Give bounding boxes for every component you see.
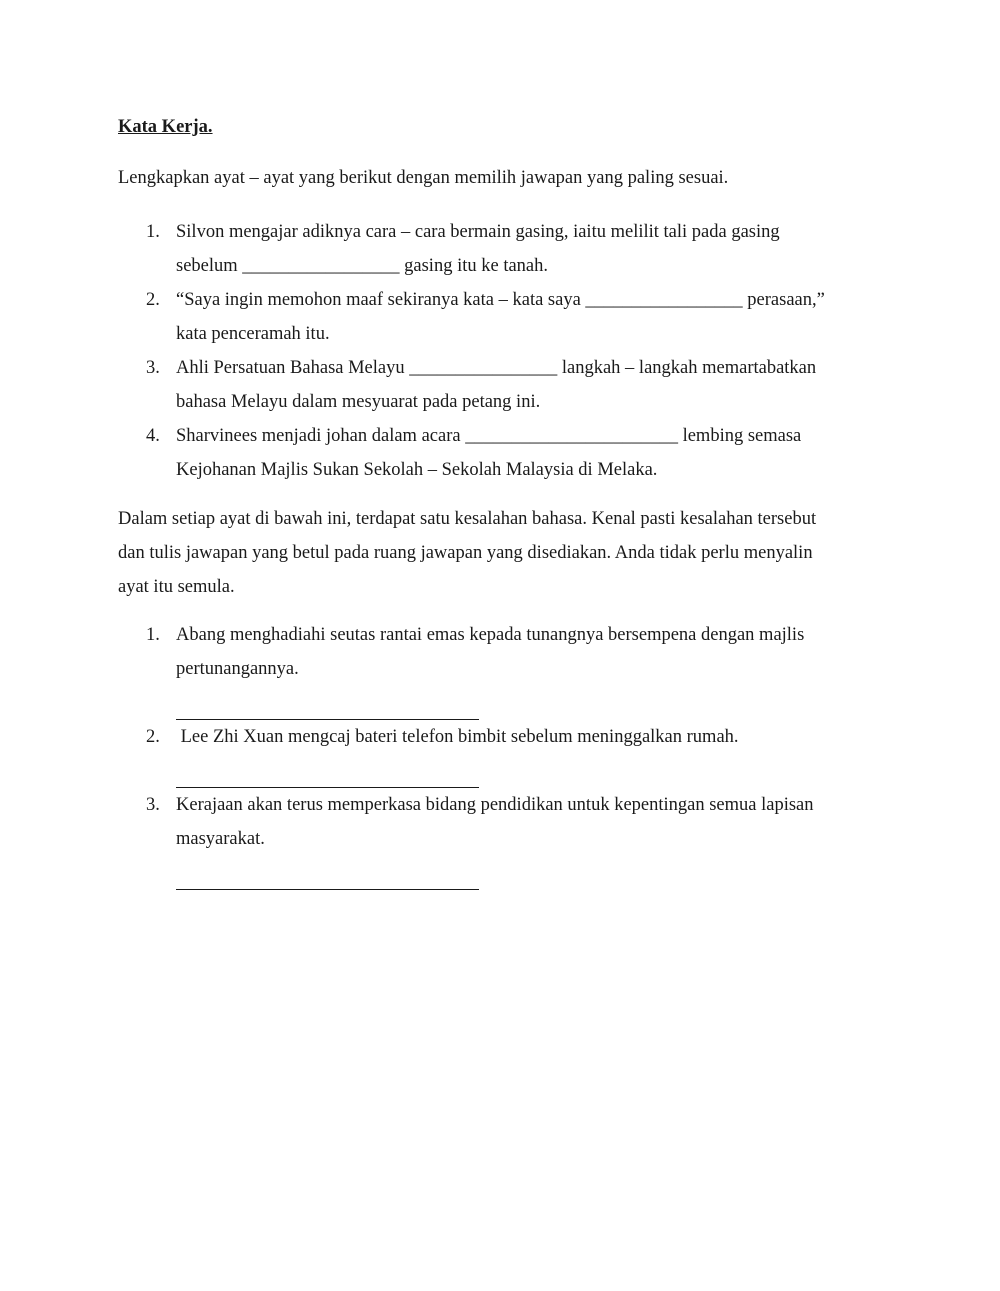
question-text: Lee Zhi Xuan mengcaj bateri telefon bimbit sebelum meninggalkan rumah. xyxy=(176,727,739,747)
instruction-line: dan tulis jawapan yang betul pada ruang jawapan yang disediakan. Anda tidak perlu menyalin xyxy=(118,543,813,563)
answer-line[interactable] xyxy=(176,686,479,720)
question-item xyxy=(118,419,878,487)
question-number: 3. xyxy=(146,795,160,815)
question-number: 2. xyxy=(146,290,160,310)
question-text: pertunangannya. xyxy=(176,659,299,679)
question-number: 1. xyxy=(146,222,160,242)
question-item xyxy=(118,215,878,283)
question-text: “Saya ingin memohon maaf sekiranya kata – kata saya _________________ perasaan,” xyxy=(176,290,825,310)
answer-line[interactable] xyxy=(176,856,479,890)
question-number: 2. xyxy=(146,727,160,747)
question-text: Ahli Persatuan Bahasa Melayu ________________ langkah – langkah memartabatkan xyxy=(176,358,817,378)
question-item xyxy=(118,351,878,419)
section2-question-list xyxy=(118,618,878,890)
question-text: masyarakat. xyxy=(176,829,265,849)
instruction-line: ayat itu semula. xyxy=(118,577,235,597)
question-number: 4. xyxy=(146,426,160,446)
section1-instruction: Lengkapkan ayat – ayat yang berikut dengan memilih jawapan yang paling sesuai. xyxy=(118,168,729,188)
question-text: Silvon mengajar adiknya cara – cara bermain gasing, iaitu melilit tali pada gasing xyxy=(176,222,780,242)
question-number: 3. xyxy=(146,358,160,378)
question-item xyxy=(118,788,878,890)
question-number: 1. xyxy=(146,625,160,645)
section1-question-list xyxy=(118,215,878,487)
question-text: Kejohanan Majlis Sukan Sekolah – Sekolah Malaysia di Melaka. xyxy=(176,460,658,480)
question-item xyxy=(118,283,878,351)
question-text: kata penceramah itu. xyxy=(176,324,330,344)
section2-instruction xyxy=(118,502,878,604)
answer-line[interactable] xyxy=(176,754,479,788)
instruction-line: Dalam setiap ayat di bawah ini, terdapat satu kesalahan bahasa. Kenal pasti kesalahan tersebut xyxy=(118,509,817,529)
question-item xyxy=(118,720,878,788)
question-text: sebelum _________________ gasing itu ke tanah. xyxy=(176,256,549,276)
question-text: bahasa Melayu dalam mesyuarat pada petang ini. xyxy=(176,392,541,412)
question-text: Abang menghadiahi seutas rantai emas kepada tunangnya bersempena dengan majlis xyxy=(176,625,805,645)
question-text: Kerajaan akan terus memperkasa bidang pendidikan untuk kepentingan semua lapisan xyxy=(176,795,814,815)
question-text: Sharvinees menjadi johan dalam acara _______________________ lembing semasa xyxy=(176,426,802,446)
question-item xyxy=(118,618,878,720)
worksheet-title: Kata Kerja. xyxy=(118,117,213,137)
